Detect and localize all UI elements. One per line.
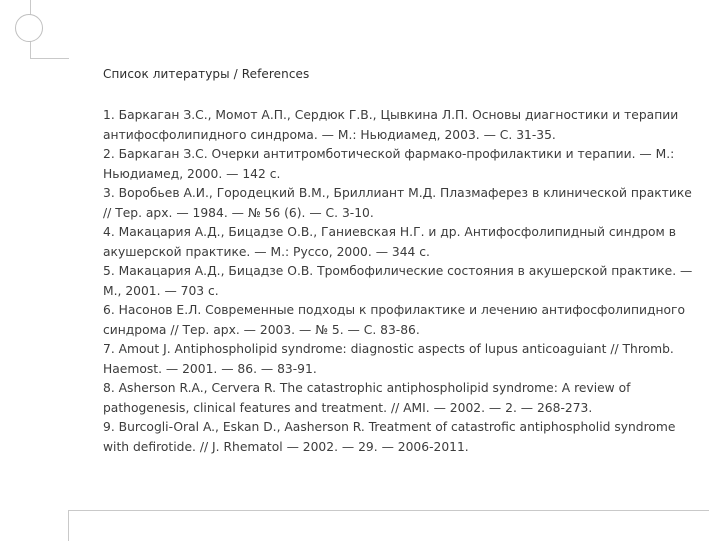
reference-item: 3. Воробьев А.И., Городецкий В.М., Бриллиант М.Д. Плазмаферез в клинической практике // Тер. арх. — 1984. — № 56 (6). — С. 3-10.: [103, 186, 692, 220]
reference-item: 4. Макацария А.Д., Бицадзе О.В., Ганиевская Н.Г. и др. Антифосфолипидный синдром в акушерской практике. — М.: Руссо, 2000. — 344 с.: [103, 225, 676, 259]
reference-item: 6. Насонов Е.Л. Современные подходы к профилактике и лечению антифосфолипидного синдрома // Тер. арх. — 2003. — № 5. — С. 83-86.: [103, 303, 686, 337]
reference-list: [103, 106, 693, 457]
reference-item: 1. Баркаган З.С., Момот А.П., Сердюк Г.В., Цывкина Л.П. Основы диагностики и терапии антифосфолипидного синдрома. — М.: Ньюдиамед, 2003. — С. 31-35.: [103, 108, 679, 142]
decorative-bracket-bottom: [68, 510, 709, 541]
reference-item: 7. Amout J. Antiphospholipid syndrome: diagnostic aspects of lupus anticoaguiant // Thromb. Haemost. — 2001. — 86. — 83-91.: [103, 342, 674, 376]
decorative-circle: [15, 14, 43, 42]
reference-item: 2. Баркаган З.С. Очерки антитромботической фармако-профилактики и терапии. — М.: Ньюдиамед, 2000. — 142 с.: [103, 147, 675, 181]
reference-item: 5. Макацария А.Д., Бицадзе О.В. Тромбофилические состояния в акушерской практике. — М., 2001. — 703 с.: [103, 264, 693, 298]
reference-item: 9. Burcogli-Oral A., Eskan D., Aasherson R. Treatment of catastrofic antiphospholid syndrome with defirotide. // J. Rhematol — 2002. — 29. — 2006-2011.: [103, 420, 676, 454]
slide-title: Список литературы / References: [103, 67, 310, 81]
reference-item: 8. Asherson R.A., Cervera R. The catastrophic antiphospholipid syndrome: A review of pathogenesis, clinical features and treatment. // AMI. — 2002. — 2. — 268-273.: [103, 381, 631, 415]
